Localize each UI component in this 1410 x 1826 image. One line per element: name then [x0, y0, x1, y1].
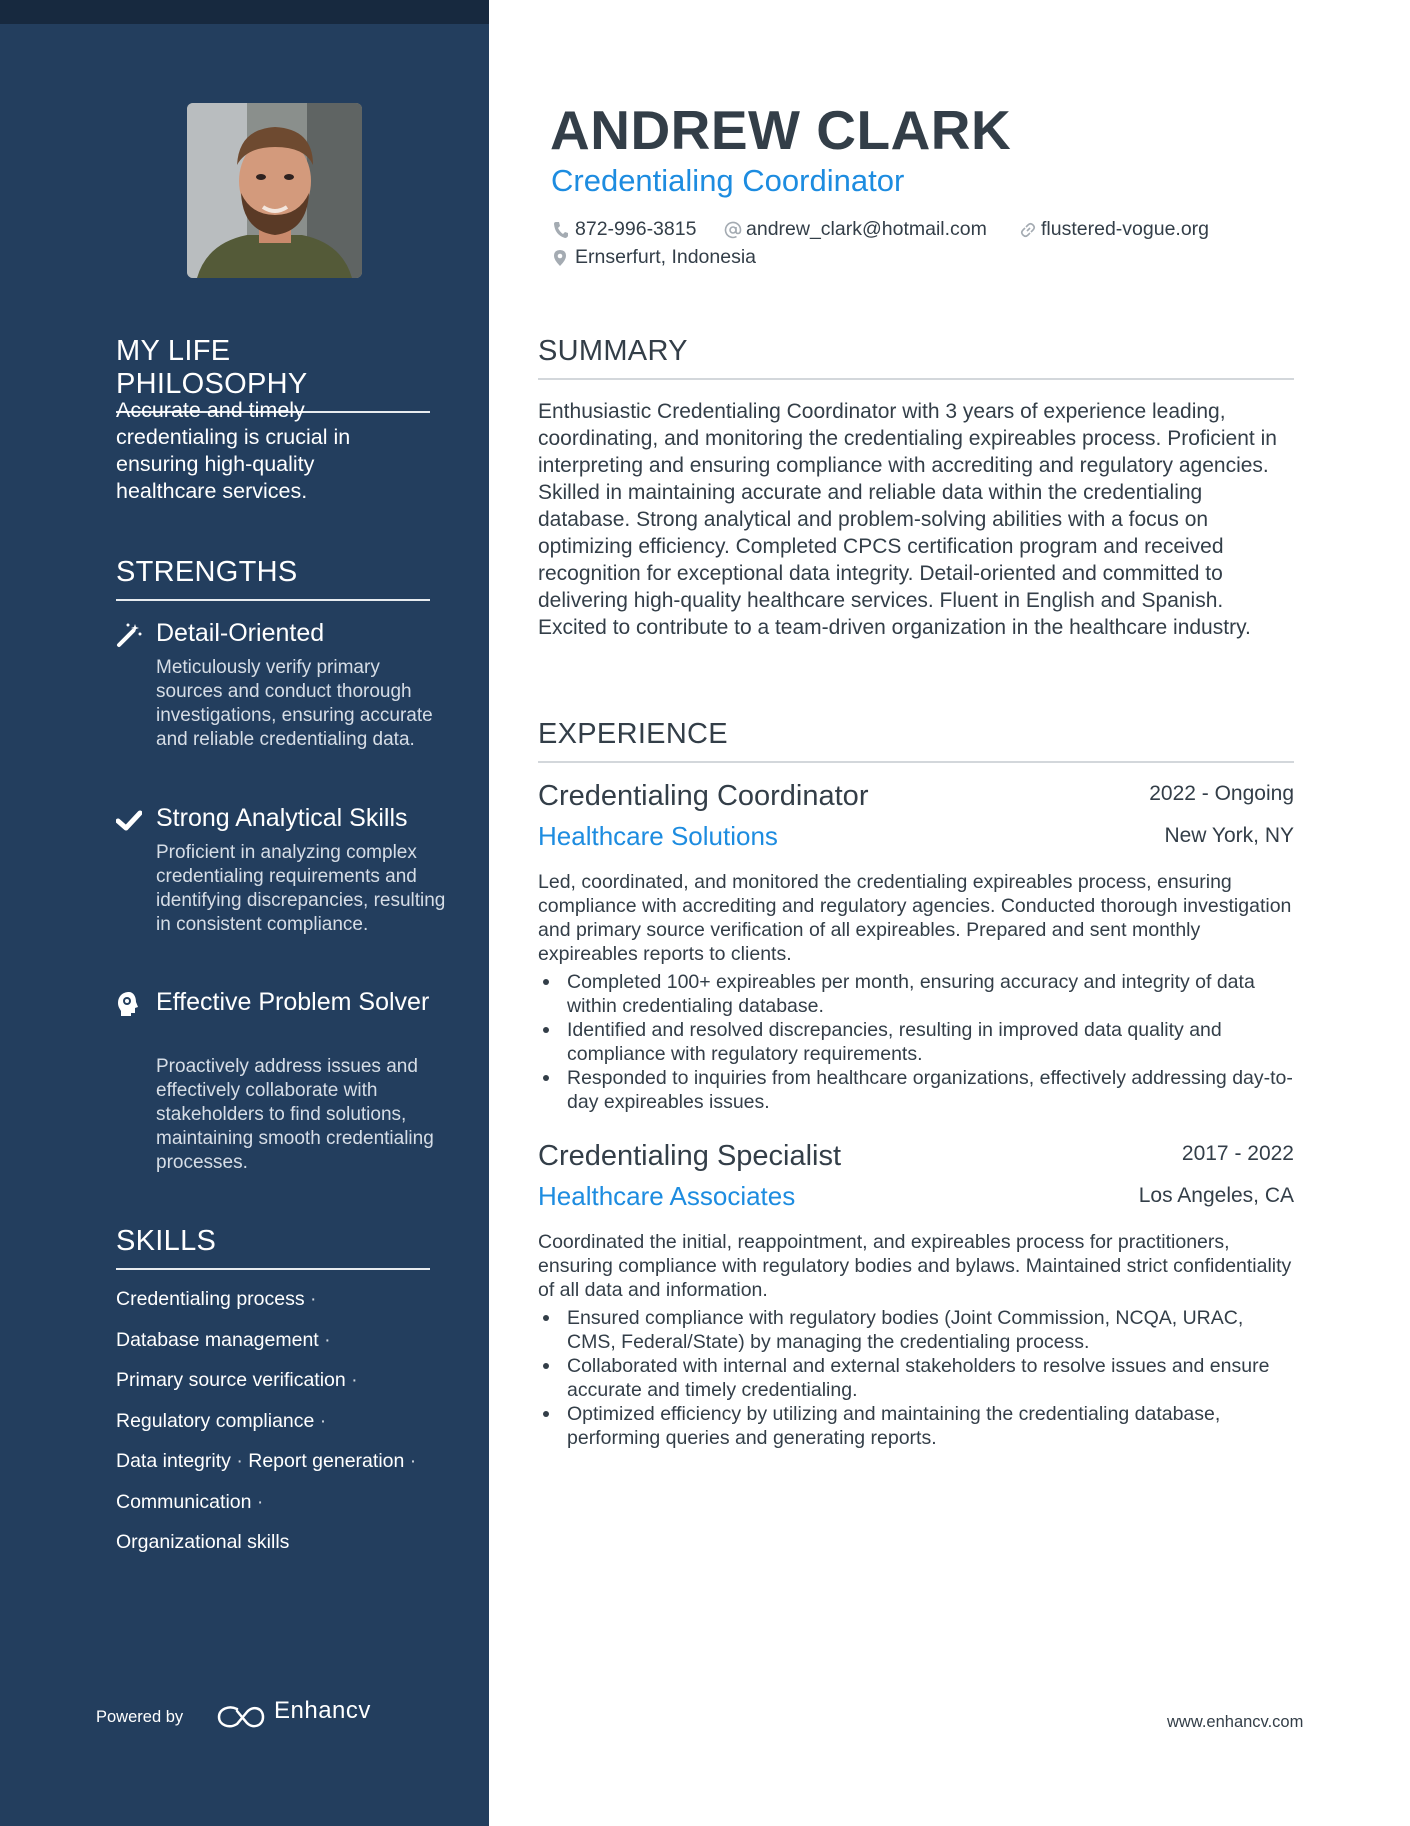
powered-by-label: Powered by: [96, 1708, 184, 1726]
strength-title: Strong Analytical Skills: [156, 804, 408, 832]
experience-title: EXPERIENCE: [538, 718, 1294, 763]
skill-separator: ·: [310, 1288, 317, 1310]
strength-title: Effective Problem Solver: [156, 988, 430, 1016]
strength-desc: Meticulously verify primary sources and conduct thorough investigations, ensuring accurate and reliable credentialing data.: [156, 657, 433, 750]
skill-item: Report generation: [248, 1450, 405, 1472]
bullet-dot: [543, 1363, 549, 1369]
skill-separator: ·: [409, 1450, 417, 1472]
bullet-dot: [543, 1411, 549, 1417]
bullet-text: Identified and resolved discrepancies, resulting in improved data quality and compliance with regulatory requirements.: [567, 1019, 1222, 1065]
phone-text: 872-996-3815: [575, 218, 697, 240]
location-text: Ernserfurt, Indonesia: [575, 246, 757, 268]
strength-desc: Proactively address issues and effectively collaborate with stakeholders to find solutions, maintaining smooth credentialing processes.: [156, 1056, 434, 1173]
bullet-dot: [543, 1027, 549, 1033]
bullet-dot: [543, 1075, 549, 1081]
skill-separator: ·: [256, 1490, 264, 1513]
skills-title: SKILLS: [116, 1225, 430, 1270]
bullet-text: Optimized efficiency by utilizing and maintaining the credentialing database, performing queries and generating reports.: [567, 1403, 1221, 1449]
location-pin-icon: [553, 249, 567, 267]
candidate-name: ANDREW CLARK: [550, 99, 1012, 161]
job-title: Credentialing Coordinator: [538, 780, 869, 812]
bullet-text: Ensured compliance with regulatory bodies (Joint Commission, NCQA, URAC, CMS, Federal/State) by managing the credentialing process.: [567, 1307, 1244, 1353]
skill-separator: ·: [351, 1369, 358, 1391]
skill-separator: ·: [236, 1450, 243, 1472]
email-text[interactable]: andrew_clark@hotmail.com: [746, 218, 987, 240]
job-dates: 2017 - 2022: [1181, 1142, 1294, 1165]
footer-url[interactable]: www.enhancv.com: [1167, 1713, 1304, 1731]
job-dates: 2022 - Ongoing: [1149, 782, 1294, 805]
bullet-text: Collaborated with internal and external stakeholders to resolve issues and ensure accurate and timely credentialing.: [567, 1355, 1270, 1401]
job-description: Coordinated the initial, reappointment, and expireables process for practitioners, ensuring compliance with regulatory bodies and bylaws. Maintained strict confidentiality of all data and information.: [538, 1231, 1292, 1301]
skill-item: Regulatory compliance: [116, 1409, 315, 1432]
bullet-text: Completed 100+ expireables per month, ensuring accuracy and integrity of data within credentialing database.: [567, 971, 1255, 1017]
job-company: Healthcare Solutions: [538, 821, 778, 851]
bullet-dot: [543, 979, 549, 985]
bullet-text: Responded to inquiries from healthcare organizations, effectively addressing day-to-day expireables issues.: [567, 1067, 1293, 1113]
skill-separator: ·: [319, 1409, 327, 1432]
skill-item: Credentialing process: [116, 1288, 305, 1310]
skill-separator: ·: [324, 1328, 331, 1351]
bullet-dot: [543, 1315, 549, 1321]
philosophy-title: MY LIFE PHILOSOPHY: [116, 335, 430, 413]
link-icon: [1019, 221, 1037, 239]
candidate-role: Credentialing Coordinator: [551, 163, 905, 198]
website-text[interactable]: flustered-vogue.org: [1041, 218, 1210, 240]
job-company: Healthcare Associates: [538, 1181, 796, 1211]
job-location: New York, NY: [1164, 824, 1294, 847]
job-location: Los Angeles, CA: [1138, 1184, 1294, 1207]
philosophy-text: Accurate and timely credentialing is crucial in ensuring high-quality healthcare services.: [116, 398, 351, 503]
skill-item: Data integrity: [116, 1450, 231, 1472]
strengths-title: STRENGTHS: [116, 556, 430, 601]
skill-item: Primary source verification: [116, 1369, 346, 1391]
skill-item: Organizational skills: [116, 1531, 290, 1553]
strength-desc: Proficient in analyzing complex credentialing requirements and identifying discrepancies, resulting in consistent compliance.: [156, 842, 446, 935]
strength-title: Detail-Oriented: [156, 619, 325, 647]
summary-title: SUMMARY: [538, 335, 1294, 380]
phone-icon: [553, 221, 569, 239]
job-title: Credentialing Specialist: [538, 1140, 842, 1172]
at-sign-icon: [724, 221, 742, 239]
summary-text: Enthusiastic Credentialing Coordinator with 3 years of experience leading, coordinating, and monitoring the credentialing expireables process. Proficient in interpreting and ensuring compliance with accrediting and regulatory agencies. Skilled in maintaining accurate and reliable data within the credentialing database. Strong analytical and problem-solving abilities with a focus on optimizing efficiency. Completed CPCS certification program and received recognition for exceptional data integrity. Detail-oriented and committed to delivering high-quality healthcare services. Fluent in English and Spanish. Excited to contribute to a team-driven organization in the healthcare industry.: [538, 400, 1277, 639]
brand-name: Enhancv: [274, 1697, 371, 1724]
skill-item: Communication: [116, 1490, 252, 1513]
skill-item: Database management: [116, 1328, 319, 1351]
job-description: Led, coordinated, and monitored the credentialing expireables process, ensuring compliance with accrediting and regulatory agencies. Conducted thorough investigation and primary source verification of all expireables. Prepared and sent monthly expireables reports to clients.: [538, 871, 1292, 965]
